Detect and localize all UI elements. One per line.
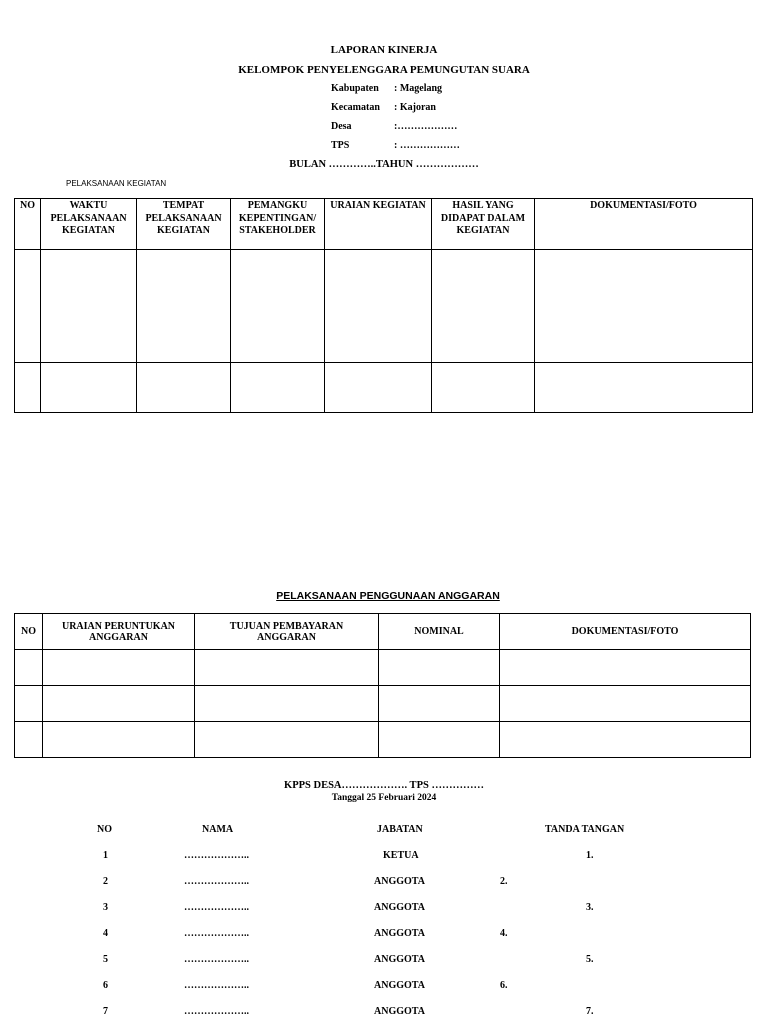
table-row [15, 363, 753, 413]
info-value: :……………… [394, 121, 458, 132]
table-cell[interactable] [379, 650, 500, 686]
col-header-nominal: NOMINAL [379, 614, 500, 650]
info-kecamatan [331, 102, 436, 113]
section-title-kegiatan: PELAKSANAAN KEGIATAN [66, 179, 167, 188]
report-subtitle: KELOMPOK PENYELENGGARA PEMUNGUTAN SUARA [238, 64, 530, 76]
table-row [15, 650, 751, 686]
table-header-row [15, 614, 751, 650]
col-header-dokumentasi: DOKUMENTASI/FOTO [500, 614, 751, 650]
table-row [15, 722, 751, 758]
col-header-pemangku: PEMANGKU KEPENTINGAN/ STAKEHOLDER [231, 199, 325, 250]
sig-row-nama[interactable]: ……………….. [184, 876, 249, 887]
sig-row-ttd[interactable]: 1. [586, 850, 594, 861]
table-cell[interactable] [325, 363, 432, 413]
sig-row-jabatan: ANGGOTA [374, 902, 425, 913]
section-title-anggaran: PELAKSANAAN PENGGUNAAN ANGGARAN [276, 590, 500, 602]
sig-row-jabatan: ANGGOTA [374, 954, 425, 965]
sig-header-nama: NAMA [202, 824, 234, 835]
table-cell[interactable] [195, 650, 379, 686]
kpps-line: KPPS DESA………………. TPS …………… [284, 780, 484, 791]
sig-row-nama[interactable]: ……………….. [184, 980, 249, 991]
table-cell[interactable] [379, 686, 500, 722]
col-header-no: NO [15, 614, 43, 650]
col-header-no: NO [15, 199, 41, 250]
table-row [15, 686, 751, 722]
info-kabupaten [331, 83, 442, 94]
anggaran-table [14, 613, 751, 758]
sig-row-no: 7 [103, 1006, 108, 1017]
table-cell[interactable] [195, 686, 379, 722]
sig-row-jabatan: ANGGOTA [374, 876, 425, 887]
table-cell[interactable] [535, 363, 753, 413]
table-cell[interactable] [137, 363, 231, 413]
table-cell[interactable] [500, 722, 751, 758]
sig-row-ttd[interactable]: 4. [500, 928, 508, 939]
sig-row-jabatan: KETUA [383, 850, 419, 861]
table-cell[interactable] [195, 722, 379, 758]
info-label: Kecamatan [331, 102, 380, 113]
info-label: Desa [331, 121, 352, 132]
signature-date: Tanggal 25 Februari 2024 [331, 793, 437, 803]
table-cell[interactable] [15, 363, 41, 413]
sig-row-nama[interactable]: ……………….. [184, 928, 249, 939]
info-label: Kabupaten [331, 83, 379, 94]
report-title: LAPORAN KINERJA [330, 44, 438, 56]
info-value: : Magelang [394, 83, 443, 94]
table-cell[interactable] [43, 686, 195, 722]
info-tps [331, 140, 460, 151]
bulan-tahun-line: BULAN …………..TAHUN ……………… [289, 159, 479, 170]
info-value: : ……………… [394, 140, 460, 151]
sig-row-jabatan: ANGGOTA [374, 1006, 425, 1017]
table-cell[interactable] [325, 250, 432, 363]
table-cell[interactable] [231, 363, 325, 413]
sig-row-ttd[interactable]: 5. [586, 954, 594, 965]
sig-header-jabatan: JABATAN [377, 824, 423, 835]
table-cell[interactable] [500, 686, 751, 722]
table-cell[interactable] [41, 250, 137, 363]
col-header-waktu: WAKTU PELAKSANAAN KEGIATAN [41, 199, 137, 250]
sig-row-no: 2 [103, 876, 108, 887]
col-header-uraian: URAIAN KEGIATAN [325, 199, 432, 250]
col-header-tempat: TEMPAT PELAKSANAAN KEGIATAN [137, 199, 231, 250]
col-header-tujuan-pembayaran: TUJUAN PEMBAYARAN ANGGARAN [195, 614, 379, 650]
sig-row-jabatan: ANGGOTA [374, 980, 425, 991]
sig-row-ttd[interactable]: 7. [586, 1006, 594, 1017]
info-value: : Kajoran [394, 102, 436, 113]
sig-row-no: 1 [103, 850, 108, 861]
info-label: TPS [331, 140, 350, 151]
sig-row-ttd[interactable]: 2. [500, 876, 508, 887]
table-cell[interactable] [500, 650, 751, 686]
col-header-dokumentasi: DOKUMENTASI/FOTO [535, 199, 753, 250]
table-cell[interactable] [15, 250, 41, 363]
table-cell[interactable] [379, 722, 500, 758]
table-header-row [15, 199, 753, 250]
sig-row-no: 4 [103, 928, 108, 939]
col-header-uraian-peruntukan: URAIAN PERUNTUKAN ANGGARAN [43, 614, 195, 650]
info-desa [331, 121, 457, 132]
sig-row-jabatan: ANGGOTA [374, 928, 425, 939]
sig-row-nama[interactable]: ……………….. [184, 954, 249, 965]
sig-row-ttd[interactable]: 3. [586, 902, 594, 913]
table-cell[interactable] [15, 722, 43, 758]
table-cell[interactable] [15, 650, 43, 686]
sig-row-no: 6 [103, 980, 108, 991]
sig-header-no: NO [97, 824, 112, 835]
table-cell[interactable] [535, 250, 753, 363]
table-cell[interactable] [137, 250, 231, 363]
table-cell[interactable] [432, 250, 535, 363]
sig-row-nama[interactable]: ……………….. [184, 850, 249, 861]
sig-row-ttd[interactable]: 6. [500, 980, 508, 991]
sig-row-no: 5 [103, 954, 108, 965]
table-cell[interactable] [432, 363, 535, 413]
sig-row-nama[interactable]: ……………….. [184, 902, 249, 913]
table-cell[interactable] [231, 250, 325, 363]
table-cell[interactable] [15, 686, 43, 722]
table-row [15, 250, 753, 363]
sig-row-no: 3 [103, 902, 108, 913]
col-header-hasil: HASIL YANG DIDAPAT DALAM KEGIATAN [432, 199, 535, 250]
table-cell[interactable] [43, 650, 195, 686]
table-cell[interactable] [43, 722, 195, 758]
table-cell[interactable] [41, 363, 137, 413]
sig-header-tanda-tangan: TANDA TANGAN [545, 824, 625, 835]
sig-row-nama[interactable]: ……………….. [184, 1006, 249, 1017]
kegiatan-table [14, 198, 753, 413]
